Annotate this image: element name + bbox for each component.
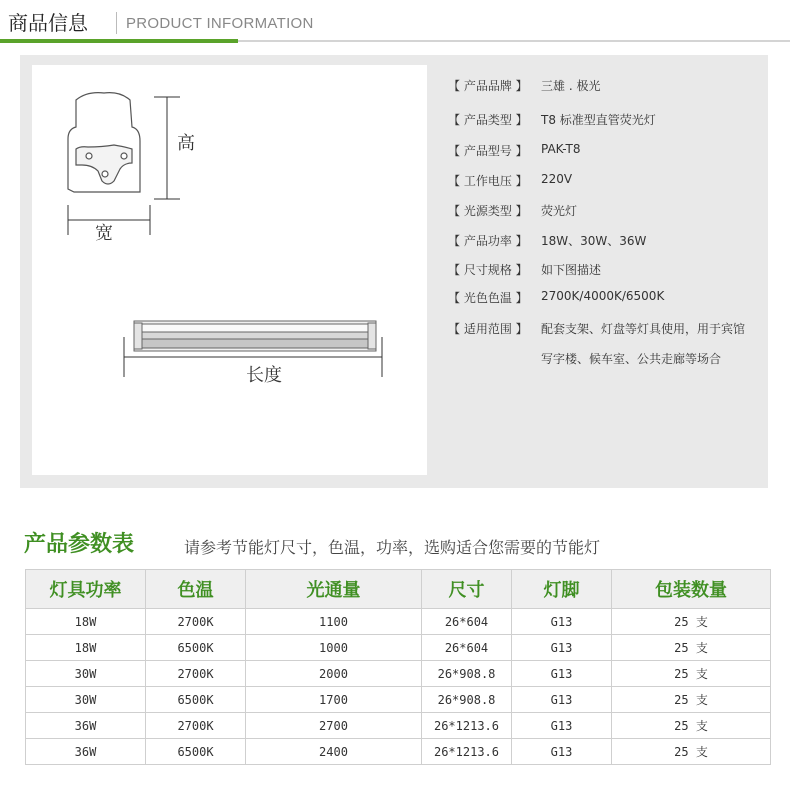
table-row [26, 687, 771, 713]
table-cell: 1100 [246, 609, 422, 635]
param-table-title: 产品参数表 [24, 532, 135, 557]
spec-value: PAK-T8 [541, 142, 581, 156]
spec-value: 2700K/4000K/6500K [541, 289, 665, 303]
table-cell: 25 支 [612, 661, 771, 687]
table-cell: 26*604 [422, 609, 512, 635]
table-row [26, 635, 771, 661]
column-header: 尺寸 [422, 570, 512, 609]
length-label: 长度 [246, 365, 282, 386]
table-cell: 18W [26, 609, 146, 635]
spec-key: 【 产品品牌 】 [448, 79, 528, 93]
table-cell: 25 支 [612, 739, 771, 765]
dimension-diagram [32, 65, 427, 475]
spec-key: 【 尺寸规格 】 [448, 263, 528, 277]
spec-value: 三雄 . 极光 [541, 79, 601, 93]
width-label: 宽 [95, 223, 113, 244]
column-header: 灯具功率 [26, 570, 146, 609]
table-row [26, 739, 771, 765]
table-cell: 2700K [146, 609, 246, 635]
spec-value: 18W、30W、36W [541, 234, 647, 248]
column-header: 灯脚 [512, 570, 612, 609]
table-cell: 2700K [146, 713, 246, 739]
spec-key: 【 光色色温 】 [448, 291, 528, 305]
header-divider [116, 12, 117, 34]
table-cell: 26*908.8 [422, 661, 512, 687]
table-cell: G13 [512, 635, 612, 661]
column-header: 光通量 [246, 570, 422, 609]
table-cell: 36W [26, 713, 146, 739]
table-cell: 26*908.8 [422, 687, 512, 713]
table-cell: 1700 [246, 687, 422, 713]
spec-value: 如下图描述 [541, 263, 602, 277]
table-cell: 6500K [146, 635, 246, 661]
table-cell: 2000 [246, 661, 422, 687]
table-cell: G13 [512, 609, 612, 635]
table-cell: G13 [512, 713, 612, 739]
column-header: 色温 [146, 570, 246, 609]
table-cell: 2400 [246, 739, 422, 765]
table-cell: 6500K [146, 739, 246, 765]
section-title: 商品信息 [8, 11, 88, 35]
tube-drawing [134, 321, 376, 351]
table-cell: 30W [26, 661, 146, 687]
table-cell: 26*604 [422, 635, 512, 661]
table-cell: G13 [512, 687, 612, 713]
table-cell: 1000 [246, 635, 422, 661]
table-header-row [26, 570, 771, 609]
spec-value: T8 标准型直管荧光灯 [541, 113, 656, 127]
spec-key: 【 产品功率 】 [448, 234, 528, 248]
column-header: 包装数量 [612, 570, 771, 609]
header-rule [238, 40, 790, 42]
spec-key: 【 产品类型 】 [448, 113, 528, 127]
table-cell: 2700K [146, 661, 246, 687]
table-cell: 25 支 [612, 687, 771, 713]
table-cell: G13 [512, 661, 612, 687]
lamp-endcap-drawing [68, 93, 140, 192]
spec-key: 【 产品型号 】 [448, 144, 528, 158]
spec-value: 配套支架、灯盘等灯具使用，用于宾馆 [541, 322, 746, 336]
table-row [26, 713, 771, 739]
spec-key: 【 工作电压 】 [448, 174, 528, 188]
table-cell: 26*1213.6 [422, 739, 512, 765]
table-cell: 2700 [246, 713, 422, 739]
table-cell: 25 支 [612, 609, 771, 635]
spec-application-continuation: 写字楼、候车室、公共走廊等场合 [541, 352, 722, 366]
spec-key: 【 适用范围 】 [448, 322, 528, 336]
table-cell: 26*1213.6 [422, 713, 512, 739]
table-cell: 30W [26, 687, 146, 713]
table-row [26, 661, 771, 687]
table-row [26, 609, 771, 635]
height-label: 高 [177, 133, 195, 154]
table-cell: 36W [26, 739, 146, 765]
table-cell: 6500K [146, 687, 246, 713]
table-cell: 25 支 [612, 635, 771, 661]
spec-key: 【 光源类型 】 [448, 204, 528, 218]
table-cell: 25 支 [612, 713, 771, 739]
table-cell: 18W [26, 635, 146, 661]
param-table [25, 569, 771, 765]
table-cell: G13 [512, 739, 612, 765]
spec-value: 220V [541, 172, 573, 186]
header-accent-bar [0, 39, 238, 43]
section-subtitle: PRODUCT INFORMATION [126, 15, 314, 32]
spec-value: 荧光灯 [541, 204, 578, 218]
param-table-subtitle: 请参考节能灯尺寸，色温，功率，选购适合您需要的节能灯 [184, 538, 601, 557]
